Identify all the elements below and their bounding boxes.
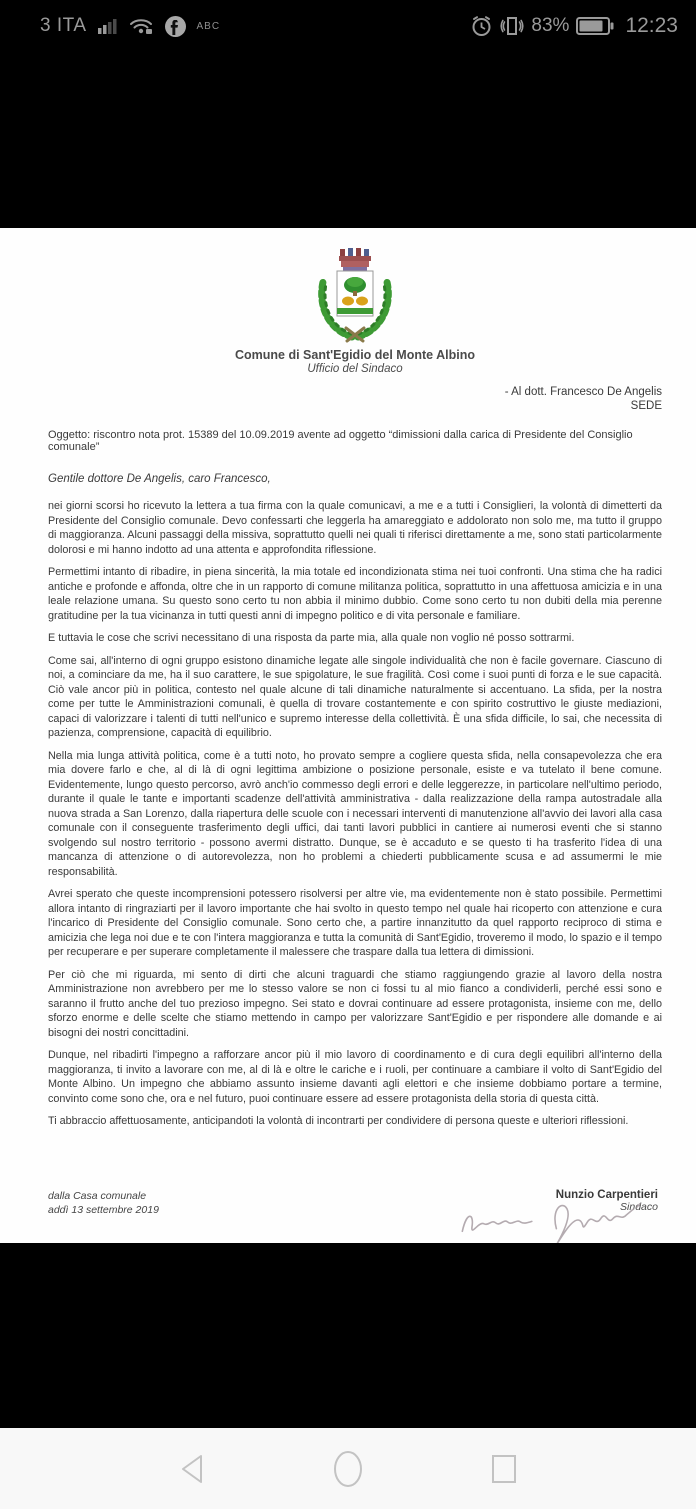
date-line: addì 13 settembre 2019 [48, 1204, 159, 1216]
office-name: Ufficio del Sindaco [307, 363, 403, 375]
recipient-location: SEDE [630, 400, 662, 412]
signature-block [428, 1189, 662, 1213]
salutation: Gentile dottore De Angelis, caro Francesco, [48, 473, 271, 485]
letter-paragraph: Come sai, all'interno di ogni gruppo esistono dinamiche legate alle singole individualità che non è facile governare. Ciascuno di noi, a cominciare da me, ha il suo carattere, le sue spigolature, le sue fragilità. Così come i suoi punti di forza e le sue capacità. Ciò vale ancor più in politica, contesto nel quale alcune di tali dinamiche naturalmente si accentuano. La sfida, per la nostra come per tutte le Amministrazioni comunali, è quella di trovare costantemente e con spirito costruttivo le giuste mediazioni, capaci di valorizzare i talenti di tutti nell'unico e supremo interesse della collettività. È una sfida difficile, lo sai, che necessita di pazienza, comprensione, capacità di equilibrio. [48, 654, 662, 739]
facebook-icon [164, 15, 187, 38]
recents-icon [490, 1453, 518, 1485]
back-icon [180, 1453, 204, 1485]
android-navigation-bar [0, 1428, 696, 1509]
battery-percent-label: 83% [531, 15, 570, 36]
crest-crown [339, 248, 371, 272]
letter-body [48, 491, 662, 1129]
recipient-block [48, 385, 662, 413]
alarm-clock-icon [470, 15, 493, 37]
letter-document [0, 228, 696, 1243]
vibrate-icon [500, 15, 524, 37]
recipient-name: - Al dott. Francesco De Angelis [504, 386, 662, 398]
place-date-block [48, 1189, 159, 1217]
carrier-label: 3 ITA [40, 15, 87, 36]
signer-name: Nunzio Carpentieri [555, 1189, 658, 1201]
letter-paragraph: Ti abbraccio affettuosamente, anticipandoti la volontà di incontrarti per condividere di persona queste e ulteriori riflessioni. [48, 1115, 629, 1127]
letterhead [48, 348, 662, 375]
municipality-name: Comune di Sant'Egidio del Monte Albino [235, 348, 475, 362]
letter-paragraph: Dunque, nel ribadirti l'impegno a rafforzare ancor più il mio lavoro di coordinamento e di cura degli equilibri all'interno della maggioranza, ti invito a lavorare con me, al di là e oltre le cariche e i ruoli, per continuare a cambiare il volto di Sant'Egidio del Monte Albino. Un impegno che abbiamo assunto insieme davanti agli elettori e che insieme dobbiamo portare a termine, convinto come sono che, ora e nel futuro, puoi continuare essere ad essere protagonista della storia di questa città. [48, 1049, 662, 1105]
battery-icon [576, 16, 614, 36]
letter-paragraph: Nella mia lunga attività politica, come è a tutti noto, ho provato sempre a cogliere questa sfida, nella consapevolezza che era mia dovere farlo e che, al di là di ogni legittima ambizione o posizione personale, esiste e va tutelato il bene comune. Evidentemente, lungo questo percorso, avrò anch'io commesso degli errori e delle leggerezze, in particolare nell'ultimo periodo, durante il quale le tante e importanti scadenze dell'attività amministrativa - dalla realizzazione della rampa autostradale alla nuova strada a San Lorenzo, dalla riapertura delle scuole con i necessari interventi di manutenzione all'avvio dei lavori alla casa comunale con il conseguente trasferimento degli uffici, dai tanti lavori pubblici in cantiere ai numerosi eventi che si stanno svolgendo sul nostro territorio - possono avermi distratto. Dunque, se è accaduto e se questo ti ha trasferito l'idea di una mancanza di attenzione o di autorevolezza, non ho problemi a chiederti pubblicamente scusa e ad assumermi le mie responsabilità. [48, 749, 662, 878]
municipal-crest [48, 244, 662, 344]
letter-paragraph: nei giorni scorsi ho ricevuto la lettera a tua firma con la quale comunicavi, a me e a tutti i Consiglieri, la volontà di dimetterti da Presidente del Consiglio comunale. Devo confessarti che leggerla ha amareggiato e addolorato non solo me, ma tutto il gruppo di maggioranza. Alcuni passaggi della missiva, soprattutto quelli nei quali ti riferisci direttamente a me, sono stati particolarmente dolorosi e mi hanno indotto ad una attenta e approfondita riflessione. [48, 500, 662, 556]
closing-block [48, 1171, 662, 1217]
place-line: dalla Casa comunale [48, 1190, 147, 1202]
signal-strength-icon [97, 16, 119, 36]
back-button[interactable] [172, 1449, 212, 1489]
letter-paragraph: Per ciò che mi riguarda, mi sento di dirti che alcuni traguardi che stiamo raggiungendo grazie al lavoro della nostra Amministrazione non avrebbero per me lo stesso valore se non ci fossi tu al mio fianco a condividerli, perché essi sono e saranno il frutto anche del tuo prezioso impegno. Sei stato e dovrai continuare ad essere protagonista, insieme con me, dello sforzo enorme e delle scelte che stiamo mettendo in campo per valorizzare Sant'Egidio e per rispondere alle domande e ai bisogni dei nostri concittadini. [48, 968, 662, 1039]
wifi-icon [129, 16, 154, 36]
subject-line: Oggetto: riscontro nota prot. 15389 del 10.09.2019 avente ad oggetto “dimissioni dalla carica di Presidente del Consiglio comunale” [48, 429, 633, 453]
letter-paragraph: E tuttavia le cose che scrivi necessitano di una risposta da parte mia, alla quale non voglio né posso sottrarmi. [48, 632, 575, 644]
recents-button[interactable] [484, 1449, 524, 1489]
letter-paragraph: Permettimi intanto di ribadire, in piena sincerità, la mia totale ed incondizionata stima nei tuoi confronti. Una stima che ha radici antiche e profonde e affonda, oltre che in un rapporto di comune militanza politica, soprattutto in una affettuosa amicizia e in una leale relazione umana. Su questo sono certo tu non abbia il minimo dubbio. Come sono certo tu non dubiti della mia perenne gratitudine per la tua vicinanza in tutti questi anni di impegno politico e di vita personale e familiare. [48, 566, 662, 622]
home-button[interactable] [328, 1449, 368, 1489]
status-bar [0, 0, 696, 48]
home-icon [332, 1449, 364, 1489]
keyboard-layout-badge: ABC [196, 20, 221, 32]
letter-paragraph: Avrei sperato che queste incomprensioni potessero risolversi per altre vie, ma evidentemente non è stato possibile. Permettimi allora intanto di ringraziarti per il lavoro importante che hai svolto in questo tempo nel quale hai ricoperto con attenzione e cura l'incarico di Presidente del Consiglio comunale. Sono certo che, a partire innanzitutto da quel rapporto reciproco di stima e amicizia che lega noi due e te con l'intera maggioranza e tutta la comunità di Sant'Egidio, troveremo il modo, lo spazio e il tempo per recuperare e per superare completamente il malessere che traspare dalla tua lettera di dimissioni. [48, 888, 662, 958]
coat-of-arms-icon [307, 244, 403, 344]
signer-title: Sindaco [620, 1201, 658, 1213]
clock-label: 12:23 [625, 14, 678, 37]
